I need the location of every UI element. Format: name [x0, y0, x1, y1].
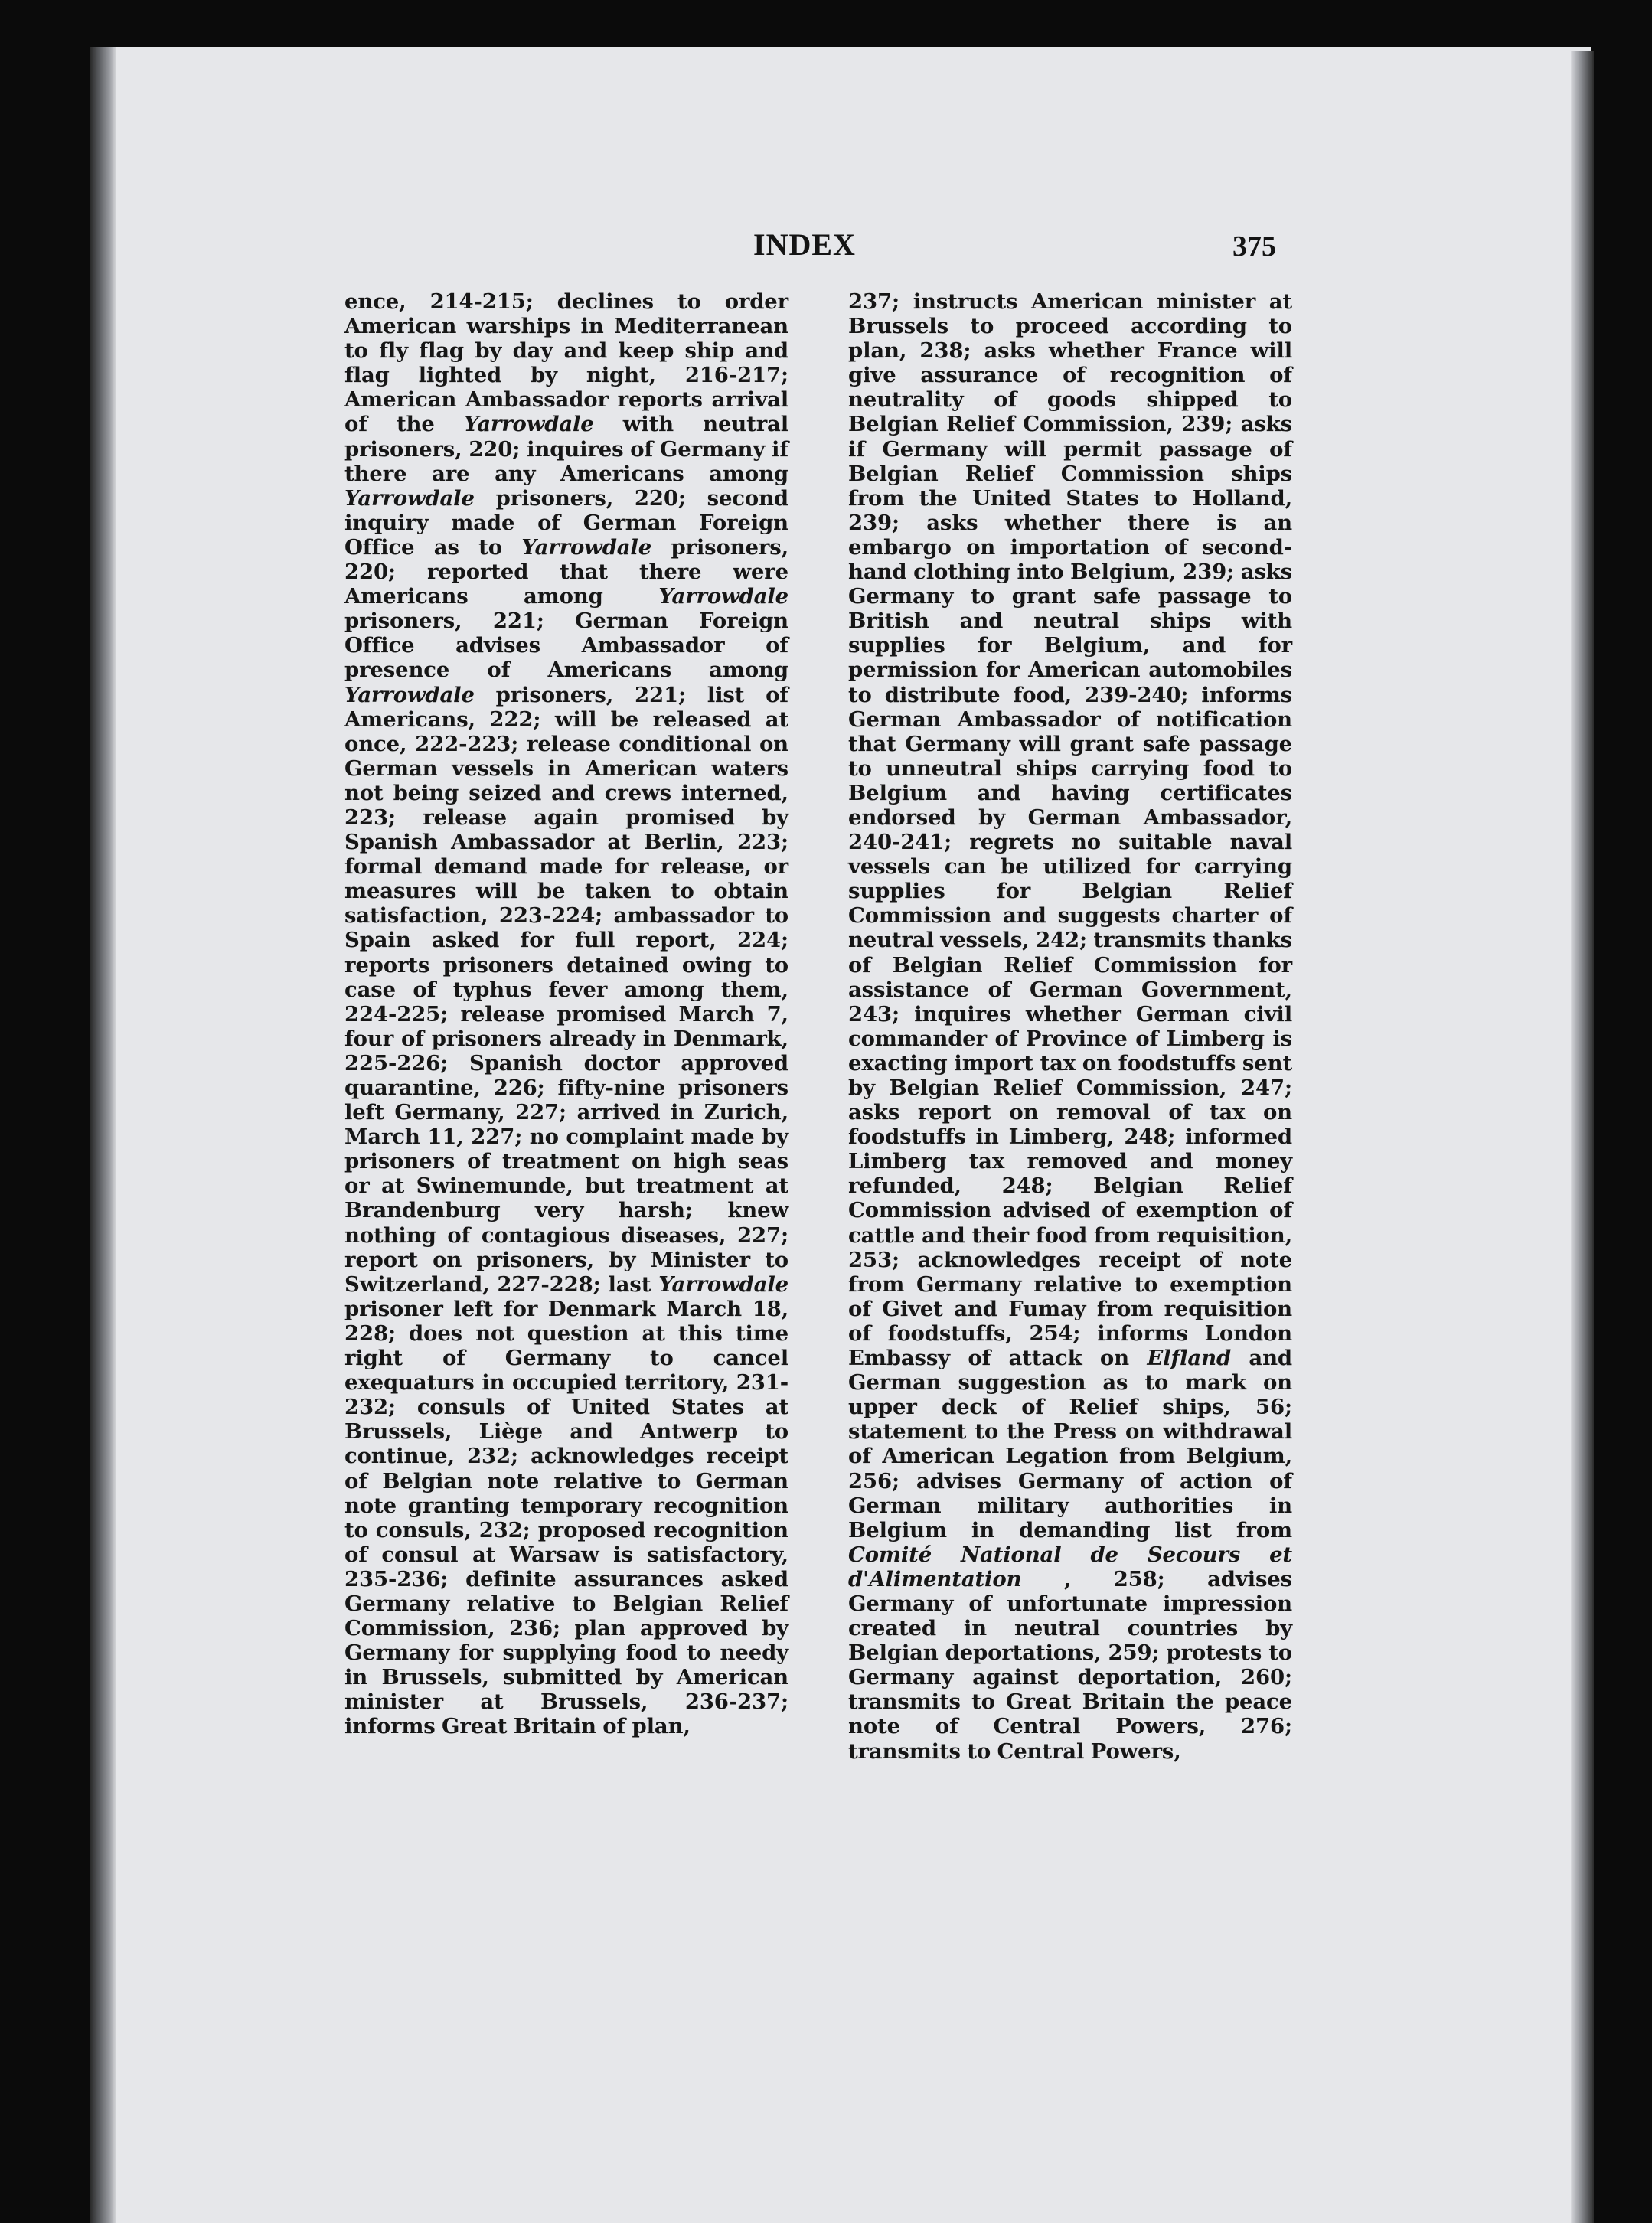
index-column-right [848, 289, 1292, 1764]
ship-name: Elfland [1147, 1346, 1232, 1371]
text-segment: and German suggestion as to mark on upper deck of Relief ships, 56; statement to the Press on withdrawal of American Legation from Belgium, 256; advises Germany of action of German military authorities in Belgium in demanding list from [848, 1346, 1292, 1542]
text-segment: , 258; advises Germany of unfortunate impression created in neutral countries by Belgian deportations, 259; protests to Germany against deportation, 260; transmits to Great Britain the peace note of Central Powers, 276; transmits to Central Powers, [848, 1566, 1292, 1764]
text-segment: prisoners, 220; reported that there were Americans among [344, 534, 788, 609]
text-segment: prisoners, 221; list of Americans, 222; will be released at once, 222-223; release conditional on German vessels in American waters not being seized and crews interned, 223; release again promised by Spanish Ambassador at Berlin, 223; formal demand made for release, or measures will be taken to obtain satisfaction, 223-224; ambassador to Spain asked for full report, 224; reports prisoners detained owing to case of typhus fever among them, 224-225; release promised March 7, four of prisoners already in Denmark, 225-226; Spanish doctor approved quarantine, 226; fifty-nine prisoners left Germany, 227; arrived in Zurich, March 11, 227; no complaint made by prisoners of treatment on high seas or at Swinemunde, but treatment at Brandenburg very harsh; knew nothing of contagious diseases, 227; report on prisoners, by Minister to Switzerland, 227-228; last [344, 682, 788, 1297]
text-segment: prisoners, 221; German Foreign Office advises Ambassador of presence of Americans among [344, 609, 788, 683]
organization-name: Comité National de Secours et d'Alimentation [848, 1542, 1292, 1591]
ship-name: Yarrowdale [344, 682, 475, 707]
ship-name: Yarrowdale [344, 485, 475, 511]
ship-name: Yarrowdale [658, 584, 788, 609]
index-entry-text [848, 289, 1292, 1764]
text-segment: ence, 214-215; declines to order American warships in Mediterranean to fly flag by day and keep ship and flag lighted by night, 216-217; American Ambassador reports arrival of the [344, 289, 788, 437]
index-entry-text [344, 289, 788, 1739]
ship-name: Yarrowdale [521, 534, 652, 560]
page-number: 375 [1232, 230, 1276, 263]
page-header [0, 227, 1652, 273]
text-segment: prisoner left for Denmark March 18, 228; does not question at this time right of Germany to cancel exequaturs in occupied territory, 231-232; consuls of United States at Brussels, Liège and Antwerp to continue, 232; acknowledges receipt of Belgian note relative to German note granting temporary recognition to consuls, 232; proposed recognition of consul at Warsaw is satisfactory, 235-236; definite assurances asked Germany relative to Belgian Relief Commission, 236; plan approved by Germany for supplying food to needy in Brussels, submitted by American minister at Brussels, 236-237; informs Great Britain of plan, [344, 1296, 788, 1739]
text-segment: with neutral prisoners, 220; inquires of Germany if there are any Americans among [344, 412, 788, 486]
text-segment: 237; instructs American minister at Brussels to proceed according to plan, 238; asks whether France will give assurance of recognition of neutrality of goods shipped to Belgian Relief Commission, 239; asks if Germany will permit passage of Belgian Relief Commission ships from the United States to Holland, 239; asks whether there is an embargo on importation of second-hand clothing into Belgium, 239; asks Germany to grant safe passage to British and neutral ships with supplies for Belgium, and for permission for American automobiles to distribute food, 239-240; informs German Ambassador of notification that Germany will grant safe passage to unneutral ships carrying food to Belgium and having certificates endorsed by German Ambassador, 240-241; regrets no suitable naval vessels can be utilized for carrying supplies for Belgian Relief Commission and suggests charter of neutral vessels, 242; transmits thanks of Belgian Relief Commission for assistance of German Government, 243; inquires whether German civil commander of Province of Limberg is exacting import tax on foodstuffs sent by Belgian Relief Commission, 247; asks report on removal of tax on foodstuffs in Limberg, 248; informed Limberg tax removed and money refunded, 248; Belgian Relief Commission advised of exemption of cattle and their food from requisition, 253; acknowledges receipt of note from Germany relative to exemption of Givet and Fumay from requisition of foodstuffs, 254; informs London Embassy of attack on [848, 289, 1292, 1371]
running-title: INDEX [753, 227, 856, 262]
ship-name: Yarrowdale [463, 412, 594, 437]
index-column-left [344, 289, 788, 1739]
book-spine-shadow [90, 47, 116, 2223]
book-page [90, 47, 1591, 2223]
page-right-edge-shadow [1571, 51, 1594, 2223]
ship-name: Yarrowdale [658, 1271, 788, 1297]
text-segment: prisoners, 220; second inquiry made of German Foreign Office as to [344, 485, 788, 560]
